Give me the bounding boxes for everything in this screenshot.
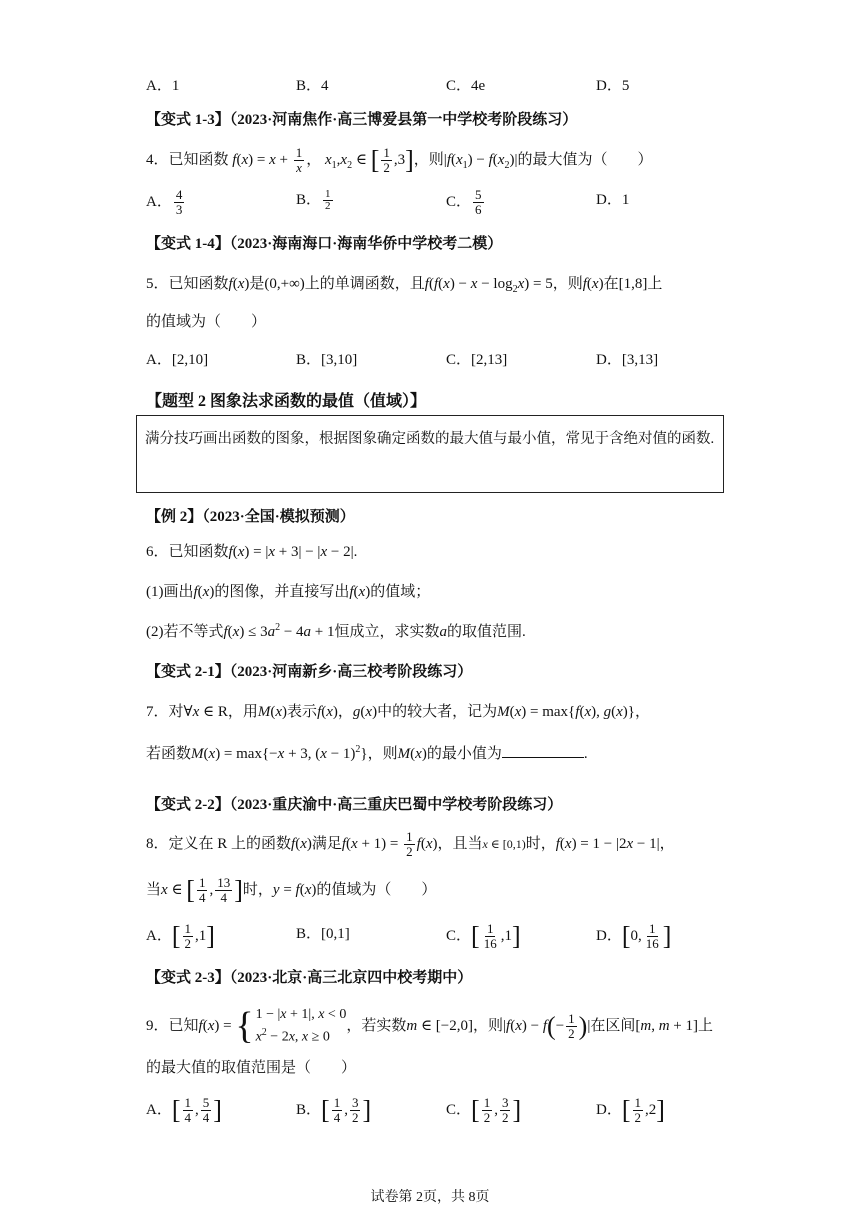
question-6-part2: (2)若不等式$f(x) \le 3a^2 - 4a + 1$恒成立，求实数a的取值范围. xyxy=(146,622,526,640)
q4-then: ，则 xyxy=(413,151,444,168)
q4-end: 的最大值为（ ） xyxy=(517,151,653,168)
question-6: 6．已知函数f(x) = |x + 3| − |x − 2|. xyxy=(146,544,358,560)
variant-2-2-header: 【变式 2-2】（2023·重庆渝中·高三重庆巴蜀中学校考阶段练习） xyxy=(146,797,563,813)
example-2-header: 【例 2】（2023·全国·模拟预测） xyxy=(146,509,355,525)
variant-2-3-header: 【变式 2-3】（2023·北京·高三北京四中校考期中） xyxy=(146,970,473,986)
option-a: A． $\frac{4}{3}$ xyxy=(146,187,183,217)
option-d: D．5 xyxy=(596,78,630,94)
variant-2-1-header: 【变式 2-1】（2023·河南新乡·高三校考阶段练习） xyxy=(146,664,473,680)
question-8-line2: 当x ∈ [ $\frac{1}{4}$ , $\frac{13}{4}$ ]时，y = f(x)的值域为（ ） xyxy=(146,875,437,905)
option-c: C．[ $\frac{1}{2}$ , $\frac{3}{2}$ ] xyxy=(446,1095,522,1125)
variant-1-4-header: 【变式 1-4】（2023·海南海口·海南华侨中学校考二模） xyxy=(146,236,503,252)
option-b: B． $\frac{1}{2}$ xyxy=(296,188,331,213)
q9-options xyxy=(146,1096,746,1125)
q4-sep: ， xyxy=(306,151,322,168)
section-heading: 【题型 2 图象法求函数的最值（值域）】 xyxy=(146,393,427,410)
q8-options xyxy=(146,922,746,951)
option-a: A．[2,10] xyxy=(146,352,209,368)
option-c: C．[2,13] xyxy=(446,352,508,368)
q5-options xyxy=(146,348,746,369)
variant-source: （2023·河南焦作·高三博爱县第一中学校考阶段练习） xyxy=(229,112,578,128)
option-c: C．4e xyxy=(446,78,486,94)
variant-1-3-header xyxy=(146,108,577,129)
option-c: C．[ $\frac{1}{16}$ ,1] xyxy=(446,921,521,951)
q4-stem: 4．已知函数 xyxy=(146,151,229,168)
q3-options xyxy=(146,74,746,95)
answer-blank[interactable] xyxy=(502,743,584,758)
question-8: 8．定义在 R 上的函数f(x)满足f(x + 1) = $\frac{1}{2}$ f(x)，且当x ∈ [0,1)时，f(x) = 1 − |2x − 1|， xyxy=(146,829,675,859)
q4-options xyxy=(146,188,746,217)
question-7-line2: 若函数M(x) = max{−x + 3, $(x - 1)^2$}，则M(x)的最小值为 . xyxy=(146,744,588,762)
question-9: 9．已知f(x) = { 1 − |x + 1|, x < 0 $x^2 - 2x$, x ≥ 0 ，若实数m ∈ [−2,0]，则|f(x) − f(− $\frac{1}{2}$ )|在区间[m, m + 1]上 xyxy=(146,1005,714,1048)
option-b: B．[0,1] xyxy=(296,926,350,942)
question-4: 4．已知函数 f(x) = x + $\frac{1}{x}$ ， $x_1,x_2$ ∈ [ $\frac{1}{2}$ ,3]，则$|f(x_1) - f(x_2)|$的最大值为（ ） xyxy=(146,145,653,175)
question-7: 7．对∀x ∈ R，用M(x)表示f(x)，g(x)中的较大者，记为M(x) = max{f(x), g(x)}， xyxy=(146,704,650,720)
option-b: B．[3,10] xyxy=(296,352,358,368)
option-c: C． $\frac{5}{6}$ xyxy=(446,187,482,217)
option-b: B．4 xyxy=(296,78,329,94)
tips-box: 满分技巧画出函数的图象，根据图象确定函数的最大值与最小值，常见于含绝对值的函数. xyxy=(136,415,724,493)
question-5: 5．已知函数f(x)是(0,+∞)上的单调函数，且$f(f(x) - x - \log_2x) = 5$，则f(x)在[1,8]上 xyxy=(146,276,663,295)
question-5-line2: 的值域为（ ） xyxy=(146,314,267,330)
option-d: D．1 xyxy=(596,192,630,208)
question-9-line2: 的最大值的取值范围是（ ） xyxy=(146,1060,357,1076)
page-footer: 试卷第 2页，共 8页 xyxy=(370,1190,490,1205)
variant-tag: 【变式 1-3】 xyxy=(146,112,230,128)
option-a: A．[ $\frac{1}{2}$ ,1] xyxy=(146,921,215,951)
option-a: A．[ $\frac{1}{4}$ , $\frac{5}{4}$ ] xyxy=(146,1095,222,1125)
option-d: D．[3,13] xyxy=(596,352,659,368)
option-a: A．1 xyxy=(146,78,180,94)
option-d: D．[0, $\frac{1}{16}$ ] xyxy=(596,921,672,951)
option-b: B．[ $\frac{1}{4}$ , $\frac{3}{2}$ ] xyxy=(296,1095,372,1125)
question-6-part1: (1)画出f(x)的图像，并直接写出f(x)的值域； xyxy=(146,584,431,600)
option-d: D．[ $\frac{1}{2}$ ,2] xyxy=(596,1095,665,1125)
